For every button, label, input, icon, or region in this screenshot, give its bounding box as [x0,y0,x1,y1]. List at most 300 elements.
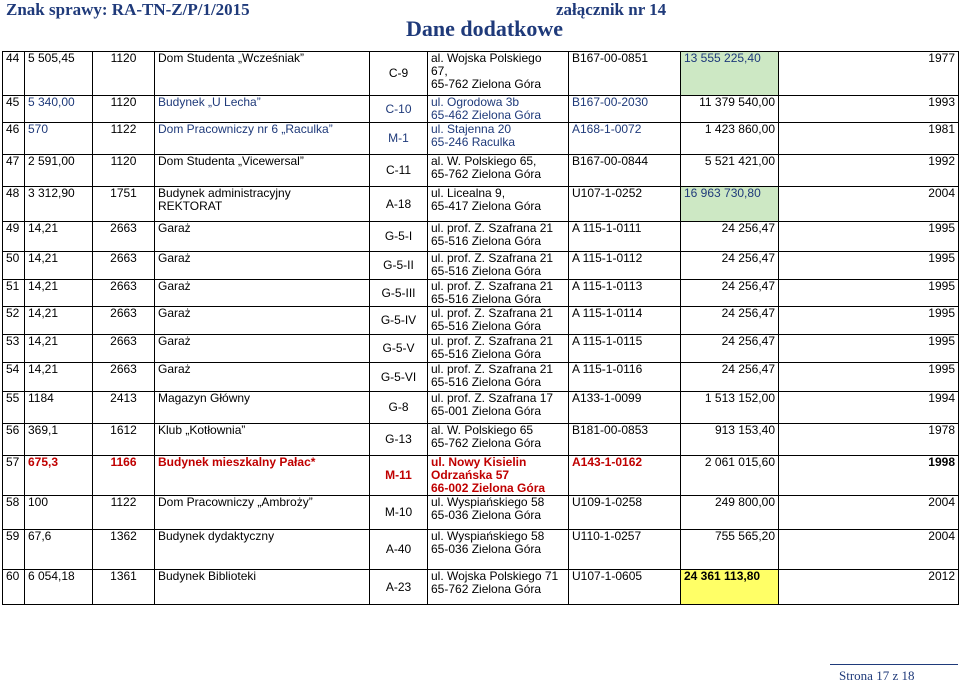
building-symbol-text: C-9 [388,66,409,80]
land-registry-number-text: B167-00-0844 [572,154,649,168]
area-cell [25,187,93,222]
building-name-text: Dom Studenta „Wcześniak” [158,51,305,65]
value-cell-text: 13 555 225,40 [684,51,761,65]
building-symbol-text: G-13 [385,432,412,446]
address-cell [428,252,569,280]
area-cell-text: 675,3 [28,455,59,469]
building-symbol [370,335,428,363]
value-cell-text: 913 153,40 [714,423,775,437]
code-cell [93,155,155,187]
building-symbol-text: G-5-IV [380,313,417,327]
area-cell [25,496,93,530]
land-registry-number [569,424,681,456]
row-number [3,155,25,187]
row-number-text: 54 [6,362,20,376]
year-cell [779,96,959,123]
year-cell [779,456,959,496]
building-symbol-text: G-8 [388,400,409,414]
building-symbol-text: M-10 [384,505,413,519]
building-symbol [370,570,428,605]
land-registry-number [569,280,681,307]
code-cell [93,96,155,123]
land-registry-number [569,123,681,155]
year-cell-text: 1995 [928,279,955,293]
year-cell [779,424,959,456]
land-registry-number-text: A133-1-0099 [572,391,642,405]
code-cell-text: 1362 [110,529,137,543]
building-name-text: Dom Pracowniczy nr 6 „Raculka” [158,122,333,136]
building-name-text: Budynek „U Lecha” [158,95,261,109]
building-symbol-text: G-5-I [384,229,413,243]
value-cell [681,335,779,363]
row-number [3,456,25,496]
value-cell [681,123,779,155]
area-cell [25,222,93,252]
value-cell-text: 24 256,47 [721,279,775,293]
code-cell [93,456,155,496]
code-cell-text: 2663 [110,279,137,293]
table-row [3,530,959,570]
code-cell [93,335,155,363]
area-cell [25,392,93,424]
area-cell [25,456,93,496]
address-cell-text: 65-516 Zielona Góra [431,264,542,278]
building-name [155,570,370,605]
building-symbol [370,424,428,456]
area-cell [25,280,93,307]
code-cell [93,222,155,252]
land-registry-number-text: U110-1-0257 [572,529,642,543]
address-cell [428,496,569,530]
value-cell-text: 5 521 421,00 [704,154,775,168]
land-registry-number [569,335,681,363]
table-row [3,52,959,96]
value-cell [681,456,779,496]
table-row [3,187,959,222]
building-symbol-text: G-5-II [383,258,414,272]
land-registry-number-text: A 115-1-0116 [572,362,643,376]
land-registry-number [569,363,681,392]
address-cell-text: 65-762 Zielona Góra [431,167,542,181]
land-registry-number [569,252,681,280]
value-cell-text: 11 379 540,00 [699,95,775,109]
page-number: Strona 17 z 18 [839,668,915,683]
address-cell [428,222,569,252]
address-cell-text: 65-516 Zielona Góra [431,319,542,333]
land-registry-number-text: U107-1-0605 [572,569,643,583]
building-name-text: Magazyn Główny [158,391,251,405]
address-cell [428,280,569,307]
building-symbol-text: A-40 [385,542,412,556]
row-number-text: 53 [6,334,20,348]
address-cell-text: 65-036 Zielona Góra [431,508,542,522]
building-name-text: Klub „Kotłownia” [158,423,246,437]
area-cell [25,155,93,187]
land-registry-number-text: A 115-1-0114 [572,306,643,320]
address-cell-text: 65-462 Zielona Góra [431,108,542,122]
land-registry-number-text: B167-00-2030 [572,95,649,109]
year-cell-text: 1978 [928,423,955,437]
year-cell [779,123,959,155]
code-cell [93,252,155,280]
code-cell [93,424,155,456]
area-cell [25,123,93,155]
building-name-text: Budynek Biblioteki [158,569,257,583]
address-cell [428,187,569,222]
year-cell [779,496,959,530]
code-cell-text: 1751 [110,186,137,200]
table-row [3,335,959,363]
area-cell [25,363,93,392]
building-symbol-text: C-11 [385,163,412,177]
year-cell [779,392,959,424]
row-number [3,424,25,456]
row-number-text: 57 [6,455,20,469]
year-cell [779,252,959,280]
building-name [155,335,370,363]
land-registry-number [569,570,681,605]
building-symbol [370,52,428,96]
address-cell [428,363,569,392]
annex-number: załącznik nr 14 [556,0,667,19]
area-cell-text: 3 312,90 [28,186,75,200]
year-cell [779,570,959,605]
building-name-text: Garaż [158,279,191,293]
building-name [155,52,370,96]
code-cell [93,530,155,570]
row-number [3,570,25,605]
building-name-text: Dom Pracowniczy „Ambroży” [158,495,313,509]
row-number [3,222,25,252]
row-number-text: 49 [6,221,20,235]
value-cell [681,307,779,335]
address-cell-text: ul. Ogrodowa 3b [431,95,520,109]
building-name-text: Budynek administracyjny [158,186,291,200]
year-cell [779,363,959,392]
row-number-text: 45 [6,95,20,109]
year-cell [779,52,959,96]
land-registry-number [569,96,681,123]
value-cell-text: 2 061 015,60 [704,455,775,469]
area-cell-text: 100 [28,495,49,509]
building-name-text: REKTORAT [158,199,223,213]
building-name [155,280,370,307]
value-cell [681,222,779,252]
land-registry-number-text: A 115-1-0111 [572,221,642,235]
address-cell [428,96,569,123]
row-number-text: 59 [6,529,20,543]
year-cell-text: 1993 [928,95,955,109]
value-cell [681,252,779,280]
building-name [155,307,370,335]
code-cell [93,392,155,424]
land-registry-number-text: A 115-1-0115 [572,334,643,348]
year-cell [779,307,959,335]
land-registry-number [569,392,681,424]
area-cell-text: 14,21 [28,279,59,293]
code-cell-text: 2413 [110,391,137,405]
building-symbol-text: G-5-III [381,285,416,300]
area-cell [25,307,93,335]
building-symbol-text: A-18 [385,196,412,211]
address-cell-text: ul. prof. Z. Szafrana 17 [431,391,554,405]
building-name [155,363,370,392]
address-cell-text: ul. Stajenna 20 [431,122,512,136]
land-registry-number [569,307,681,335]
building-symbol-text: G-5-V [382,341,415,355]
row-number [3,52,25,96]
value-cell [681,570,779,605]
row-number-text: 51 [6,279,20,293]
area-cell [25,52,93,96]
year-cell-text: 1995 [928,251,955,265]
year-cell [779,335,959,363]
land-registry-number-text: U109-1-0258 [572,495,643,509]
building-name [155,155,370,187]
building-symbol-text: G-5-VI [380,369,417,384]
value-cell [681,392,779,424]
year-cell-text: 1995 [928,221,955,235]
building-name [155,252,370,280]
address-cell [428,424,569,456]
row-number-text: 52 [6,306,20,320]
value-cell-text: 24 256,47 [721,221,775,235]
area-cell [25,424,93,456]
area-cell [25,335,93,363]
area-cell-text: 14,21 [28,362,59,376]
land-registry-number [569,187,681,222]
code-cell-text: 1361 [110,569,137,583]
address-cell-text: 65-417 Zielona Góra [431,199,542,213]
table-row [3,456,959,496]
address-cell [428,123,569,155]
address-cell-text: 65-762 Zielona Góra [431,582,542,596]
table-row [3,252,959,280]
address-cell-text: ul. prof. Z. Szafrana 21 [431,334,554,348]
area-cell-text: 5 340,00 [28,95,75,109]
year-cell-text: 1995 [928,362,955,376]
building-name [155,424,370,456]
area-cell-text: 14,21 [28,334,59,348]
land-registry-number-text: B167-00-0851 [572,51,649,65]
table-row [3,123,959,155]
code-cell-text: 1122 [110,122,137,136]
table-row [3,424,959,456]
land-registry-number [569,456,681,496]
row-number-text: 55 [6,391,20,405]
code-cell [93,496,155,530]
building-name-text: Garaż [158,251,191,265]
address-cell-text: ul. prof. Z. Szafrana 21 [431,221,554,235]
building-name [155,496,370,530]
building-symbol [370,155,428,187]
address-cell-text: 65-762 Zielona Góra [431,436,542,450]
year-cell-text: 2004 [928,186,955,200]
value-cell [681,363,779,392]
value-cell-text: 24 256,47 [721,306,775,320]
building-name [155,456,370,496]
row-number-text: 60 [6,569,20,583]
page-title: Dane dodatkowe [406,16,564,41]
row-number-text: 48 [6,186,20,200]
land-registry-number [569,52,681,96]
area-cell-text: 5 505,45 [28,51,75,65]
building-symbol-text: C-10 [385,101,412,116]
code-cell-text: 2663 [110,221,137,235]
building-symbol-text: A-23 [385,579,412,594]
building-symbol [370,496,428,530]
area-cell-text: 14,21 [28,251,59,265]
year-cell [779,280,959,307]
address-cell-text: al. W. Polskiego 65 [431,423,534,437]
building-symbol [370,307,428,335]
value-cell [681,96,779,123]
code-cell [93,307,155,335]
year-cell-text: 2012 [928,569,955,583]
code-cell-text: 1120 [110,154,137,168]
building-name-text: Garaż [158,362,191,376]
table-row [3,496,959,530]
table-row [3,392,959,424]
table-row [3,363,959,392]
year-cell-text: 1992 [928,154,955,168]
address-cell-text: ul. prof. Z. Szafrana 21 [431,306,554,320]
land-registry-number-text: A 115-1-0113 [572,279,643,293]
row-number [3,496,25,530]
building-name [155,392,370,424]
building-name-text: Garaż [158,306,191,320]
table-row [3,222,959,252]
row-number [3,307,25,335]
area-cell [25,530,93,570]
building-name-text: Garaż [158,334,191,348]
area-cell-text: 6 054,18 [28,569,75,583]
address-cell-text: 65-246 Raculka [431,135,516,149]
address-cell [428,456,569,496]
address-cell-text: 65-036 Zielona Góra [431,542,542,556]
area-cell-text: 14,21 [28,306,59,320]
address-cell-text: 65-516 Zielona Góra [431,375,542,389]
year-cell-text: 1981 [928,122,955,136]
code-cell-text: 1120 [110,51,137,65]
row-number-text: 46 [6,122,20,136]
year-cell-text: 1977 [928,51,955,65]
building-symbol [370,252,428,280]
building-symbol [370,280,428,307]
year-cell-text: 1995 [928,334,955,348]
building-name [155,187,370,222]
year-cell-text: 1995 [928,306,955,320]
building-name-text: Garaż [158,221,191,235]
row-number-text: 58 [6,495,20,509]
table-row [3,155,959,187]
address-cell-text: ul. Wojska Polskiego 71 [431,569,559,583]
value-cell-text: 24 256,47 [721,334,775,348]
code-cell [93,52,155,96]
value-cell [681,424,779,456]
address-cell [428,307,569,335]
row-number [3,123,25,155]
address-cell-text: ul. prof. Z. Szafrana 21 [431,279,554,293]
year-cell-text: 1994 [928,391,955,405]
address-cell-text: 65-001 Zielona Góra [431,404,542,418]
address-cell-text: 66-002 Zielona Góra [431,481,546,495]
row-number [3,280,25,307]
code-cell-text: 1612 [110,423,137,437]
year-cell-text: 2004 [928,529,955,543]
code-cell-text: 2663 [110,334,137,348]
year-cell-text: 2004 [928,495,955,509]
row-number [3,96,25,123]
address-cell-text: ul. prof. Z. Szafrana 21 [431,362,554,376]
value-cell-text: 24 256,47 [721,251,775,265]
address-cell-text: ul. prof. Z. Szafrana 21 [431,251,554,265]
case-reference: Znak sprawy: RA-TN-Z/P/1/2015 [6,0,250,19]
building-symbol [370,456,428,496]
address-cell-text: 67, [431,64,448,78]
area-cell-text: 14,21 [28,221,59,235]
address-cell-text: 65-516 Zielona Góra [431,347,542,361]
value-cell-text: 16 963 730,80 [684,186,761,200]
area-cell-text: 1184 [28,391,54,405]
code-cell [93,280,155,307]
land-registry-number [569,496,681,530]
table-row [3,307,959,335]
land-registry-number-text: U107-1-0252 [572,186,643,200]
row-number-text: 47 [6,154,20,168]
code-cell-text: 2663 [110,362,137,376]
area-cell-text: 570 [28,122,49,136]
row-number [3,392,25,424]
land-registry-number-text: A168-1-0072 [572,122,642,136]
address-cell [428,570,569,605]
address-cell [428,392,569,424]
year-cell [779,222,959,252]
row-number [3,363,25,392]
year-cell [779,187,959,222]
address-cell [428,155,569,187]
value-cell-text: 1 423 860,00 [704,122,775,136]
building-symbol [370,363,428,392]
land-registry-number-text: B181-00-0853 [572,423,649,437]
value-cell-text: 24 361 113,80 [684,569,761,583]
value-cell [681,155,779,187]
row-number [3,530,25,570]
land-registry-number-text: A 115-1-0112 [572,251,643,265]
year-cell [779,155,959,187]
value-cell [681,496,779,530]
code-cell-text: 1120 [110,95,137,109]
building-symbol [370,392,428,424]
address-cell-text: ul. Wyspiańskiego 58 [431,495,545,509]
building-name [155,123,370,155]
row-number-text: 44 [6,51,20,65]
value-cell-text: 755 565,20 [714,529,775,543]
value-cell-text: 24 256,47 [721,362,775,376]
building-name-text: Budynek dydaktyczny [158,529,275,543]
address-cell-text: 65-516 Zielona Góra [431,292,542,306]
land-registry-number-text: A143-1-0162 [572,455,643,469]
row-number-text: 50 [6,251,20,265]
building-symbol-text: M-1 [388,131,409,145]
building-symbol [370,530,428,570]
code-cell [93,570,155,605]
value-cell [681,280,779,307]
value-cell [681,187,779,222]
building-name-text: Dom Studenta „Vicewersal” [158,154,304,168]
code-cell [93,363,155,392]
address-cell-text: al. W. Polskiego 65, [431,154,537,168]
